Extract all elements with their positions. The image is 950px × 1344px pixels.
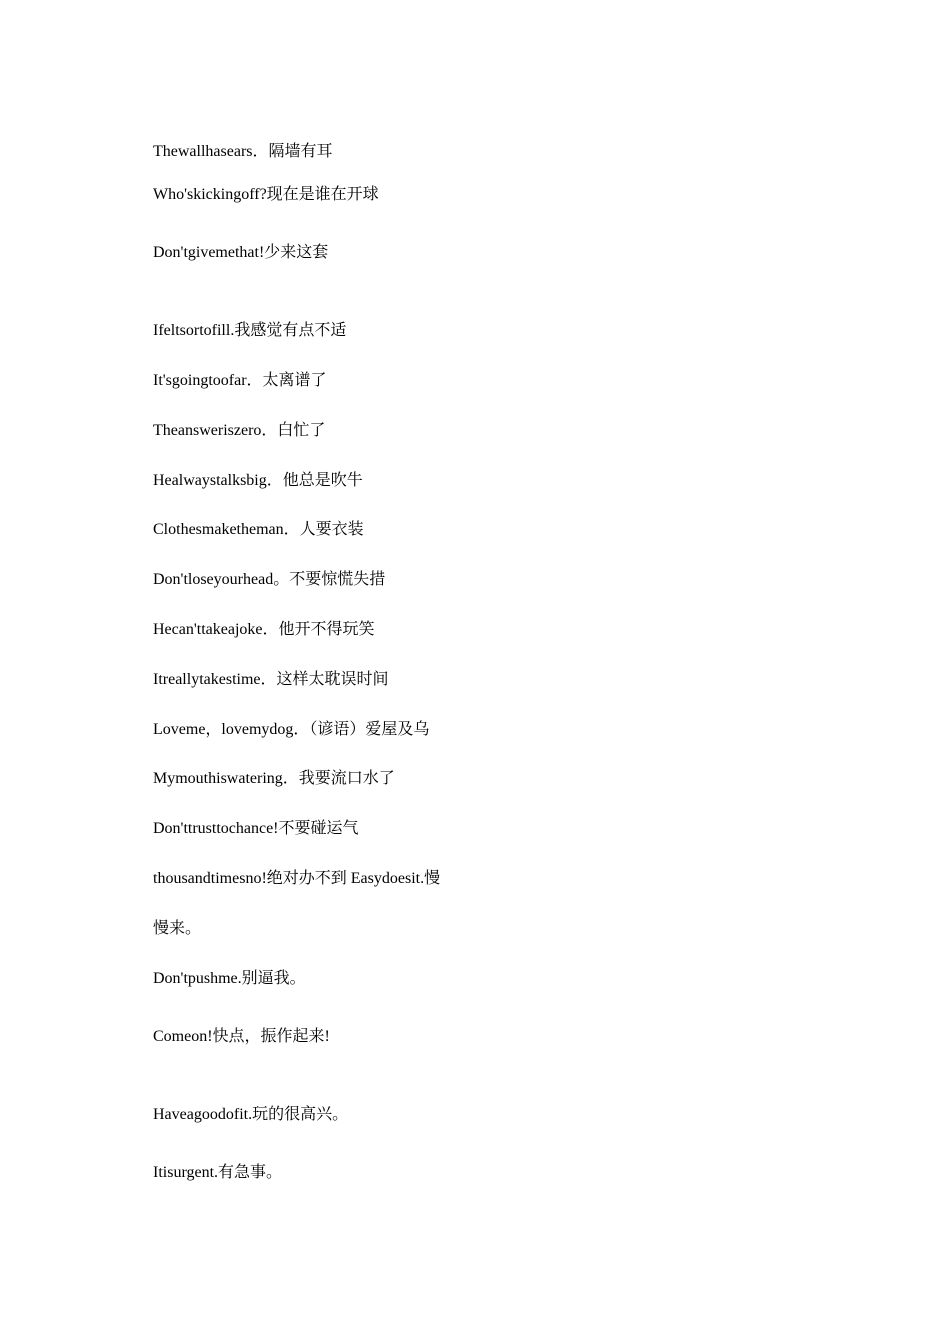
phrase-line: Hecan'ttakeajoke．他开不得玩笑	[153, 621, 375, 638]
phrase-line: Loveme，lovemydog．（谚语）爱屋及乌	[153, 721, 430, 738]
phrase-line: Clothesmaketheman．人要衣装	[153, 521, 364, 538]
phrase-line: thousandtimesno!绝对办不到 Easydoesit.慢	[153, 870, 441, 887]
phrase-line: Don'ttrusttochance!不要碰运气	[153, 820, 359, 837]
phrase-line: Don'tgivemethat!少来这套	[153, 244, 329, 261]
phrase-line: Don'tpushme.别逼我。	[153, 970, 306, 987]
phrase-line: Itisurgent.有急事。	[153, 1164, 283, 1181]
phrase-line: It'sgoingtoofar．太离谱了	[153, 372, 327, 389]
phrase-line: Ifeltsortofill.我感觉有点不适	[153, 322, 347, 339]
phrase-line: Mymouthiswatering．我要流口水了	[153, 770, 395, 787]
phrase-line: Comeon!快点，振作起来!	[153, 1028, 330, 1045]
phrase-line: Itreallytakestime．这样太耽误时间	[153, 671, 389, 688]
phrase-line: Theansweriszero．白忙了	[153, 422, 326, 439]
phrase-line: Don'tloseyourhead。不要惊慌失措	[153, 571, 386, 588]
phrase-line: Who'skickingoff?现在是谁在开球	[153, 186, 379, 203]
phrase-line: Thewallhasears．隔墙有耳	[153, 143, 333, 160]
phrase-line: 慢来。	[153, 920, 202, 937]
phrase-line: Healwaystalksbig．他总是吹牛	[153, 472, 363, 489]
phrase-line: Haveagoodofit.玩的很高兴。	[153, 1106, 349, 1123]
